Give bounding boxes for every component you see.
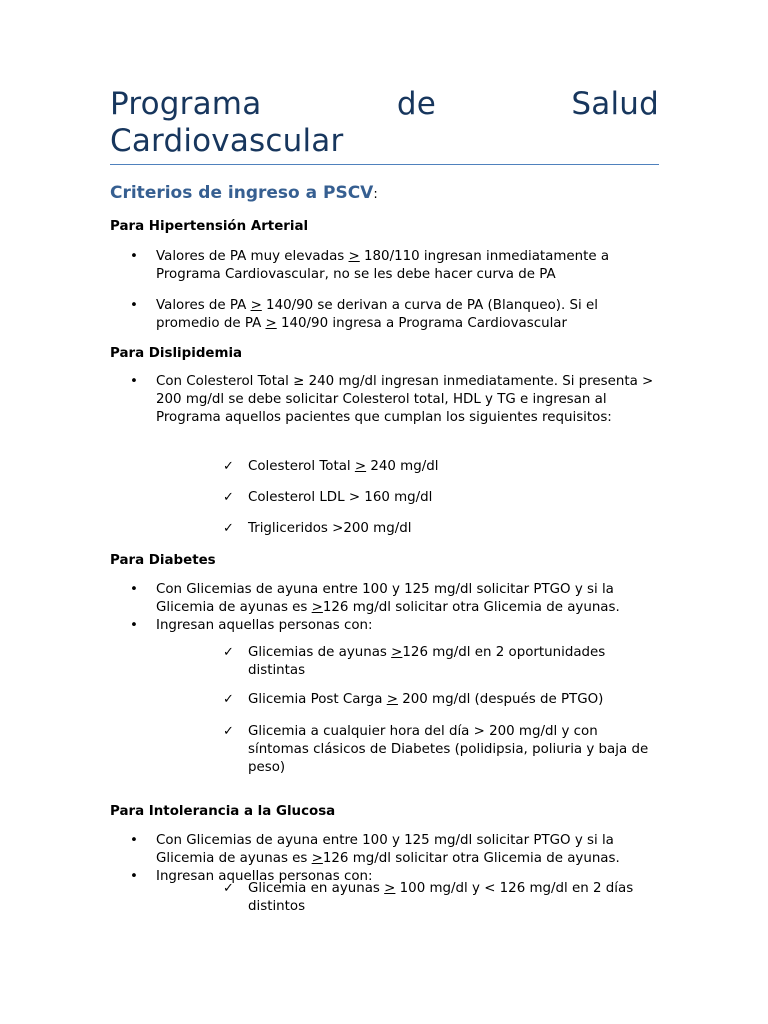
criteria-heading-colon: : — [373, 187, 378, 202]
list-item: • Con Glicemias de ayuna entre 100 y 125 mg/dl solicitar PTGO y si la Glicemia de ayunas es >126 mg/dl solicitar otra Glicemia de ayunas. — [130, 833, 620, 866]
section-hta — [110, 248, 659, 333]
check-icon: ✓ — [223, 881, 234, 896]
criteria-heading-text: Criterios de ingreso a PSCV — [110, 183, 374, 203]
section-itg — [110, 832, 659, 886]
bullet-icon: • — [130, 298, 138, 313]
check-item: ✓ Glicemias de ayunas >126 mg/dl en 2 oportunidades distintas — [223, 645, 606, 678]
criteria-heading — [110, 183, 378, 205]
title-word-programa: Programa — [110, 86, 262, 122]
check-item: ✓ Glicemia a cualquier hora del día > 200 mg/dl y con síntomas clásicos de Diabetes (polidipsia, poliuria y baja de peso) — [223, 724, 649, 775]
page-title — [110, 86, 659, 160]
title-word-de: de — [396, 86, 436, 122]
section-itg-checks — [110, 880, 659, 916]
section-heading-hta: Para Hipertensión Arterial — [110, 219, 309, 234]
list-item: • Con Glicemias de ayuna entre 100 y 125 mg/dl solicitar PTGO y si la Glicemia de ayunas es >126 mg/dl solicitar otra Glicemia de ayunas. — [130, 582, 620, 615]
title-line-1 — [110, 86, 659, 123]
bullet-icon: • — [130, 582, 138, 597]
check-icon: ✓ — [223, 459, 234, 474]
check-item: ✓ Colesterol LDL > 160 mg/dl — [223, 490, 433, 505]
check-icon: ✓ — [223, 692, 234, 707]
section-heading-dlp: Para Dislipidemia — [110, 346, 243, 361]
list-item: • Valores de PA muy elevadas > 180/110 ingresan inmediatamente a Programa Cardiovascular, no se les debe hacer curva de PA — [130, 249, 610, 282]
bullet-icon: • — [130, 869, 138, 884]
section-dm-checks — [110, 644, 659, 680]
check-icon: ✓ — [223, 645, 234, 660]
check-item: ✓ Colesterol Total > 240 mg/dl — [223, 459, 439, 474]
title-line-2: Cardiovascular — [110, 123, 344, 159]
bullet-icon: • — [130, 618, 138, 633]
bullet-icon: • — [130, 374, 138, 389]
section-heading-itg: Para Intolerancia a la Glucosa — [110, 804, 336, 819]
section-heading-dm: Para Diabetes — [110, 553, 216, 568]
list-item: • Ingresan aquellas personas con: — [130, 869, 373, 884]
section-dlp-checks — [110, 458, 659, 476]
check-icon: ✓ — [223, 521, 234, 536]
list-item: • Ingresan aquellas personas con: — [130, 618, 373, 633]
list-item: • Con Colesterol Total ≥ 240 mg/dl ingresan inmediatamente. Si presenta > 200 mg/dl se debe solicitar Colesterol total, HDL y TG e ingresan al Programa aquellos pacientes que cumplan los siguientes requisitos: — [130, 374, 654, 425]
check-item: ✓ Glicemia Post Carga > 200 mg/dl (después de PTGO) — [223, 692, 604, 707]
bullet-icon: • — [130, 249, 138, 264]
section-dlp — [110, 373, 659, 427]
title-word-salud: Salud — [571, 86, 659, 122]
title-rule — [110, 164, 659, 165]
check-icon: ✓ — [223, 724, 234, 739]
check-item: ✓ Glicemia en ayunas > 100 mg/dl y < 126 mg/dl en 2 días distintos — [223, 881, 634, 914]
list-item: • Valores de PA > 140/90 se derivan a curva de PA (Blanqueo). Si el promedio de PA > 140/90 ingresa a Programa Cardiovascular — [130, 298, 598, 331]
section-dm — [110, 581, 659, 635]
bullet-icon: • — [130, 833, 138, 848]
check-item: ✓ Trigliceridos >200 mg/dl — [223, 521, 412, 536]
check-icon: ✓ — [223, 490, 234, 505]
